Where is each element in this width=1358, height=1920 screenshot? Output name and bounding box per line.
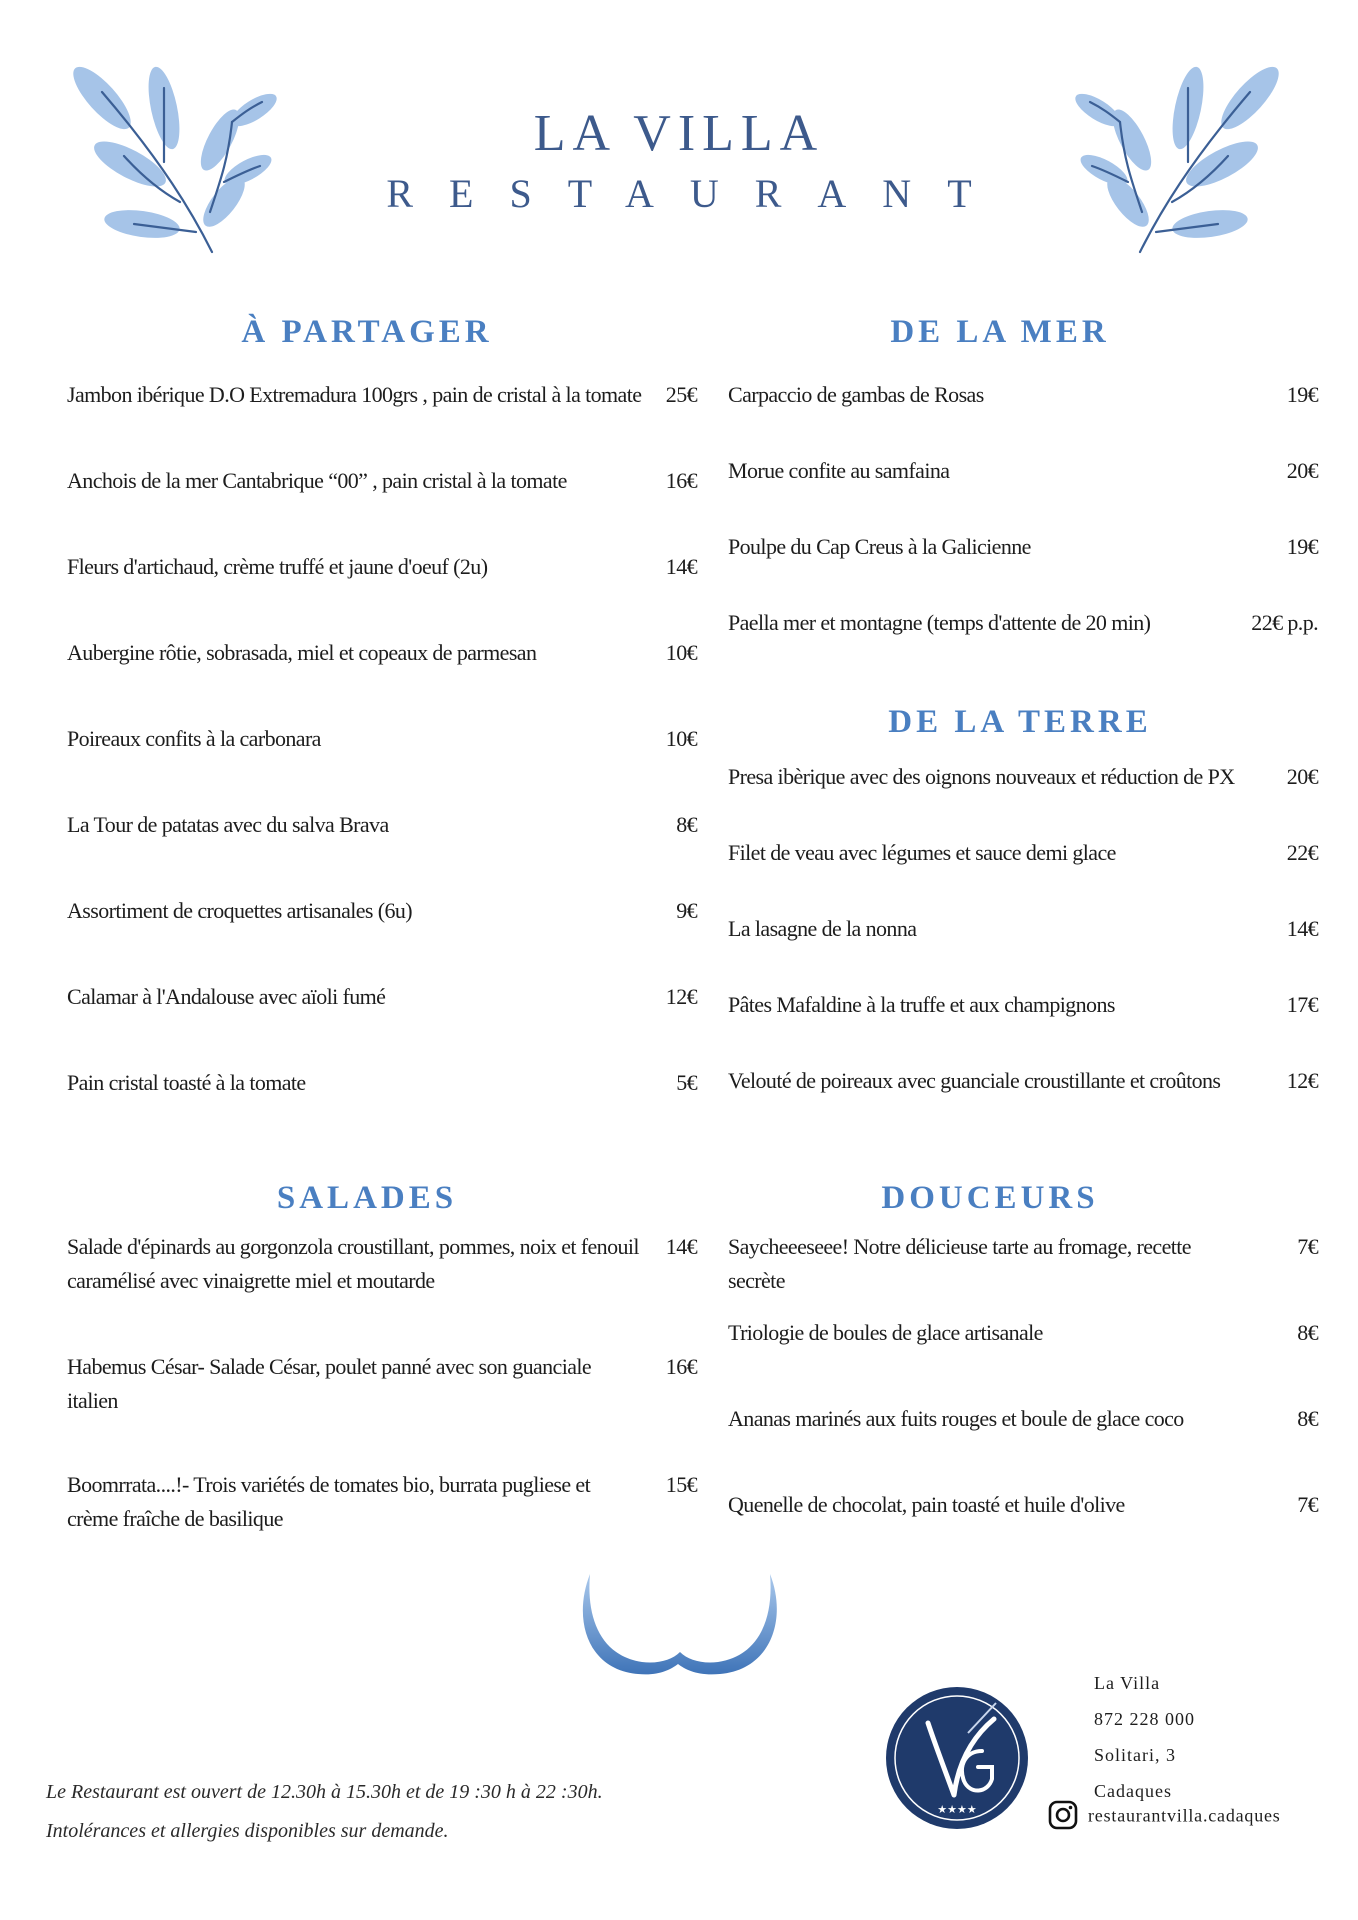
menu-item-price: 17€ [1286, 992, 1318, 1017]
menu-item-price: 12€ [1286, 1068, 1318, 1093]
instagram-icon [1048, 1800, 1078, 1835]
menu-item [728, 1064, 1318, 1098]
menu-item-price: 19€ [1286, 382, 1318, 407]
footer-note [46, 1773, 603, 1851]
menu-item-name: Quenelle de chocolat, pain toasté et huile d'olive [728, 1492, 1125, 1517]
menu-item-price: 7€ [1297, 1492, 1318, 1517]
menu-item-price: 7€ [1297, 1234, 1318, 1259]
menu-item [67, 980, 697, 1014]
menu-item [67, 722, 697, 756]
menu-item-price: 20€ [1286, 764, 1318, 789]
menu-item-price: 20€ [1286, 458, 1318, 483]
menu-item-name: La lasagne de la nonna [728, 916, 917, 941]
menu-item [728, 912, 1318, 946]
menu-item [67, 464, 697, 498]
menu-item-price: 14€ [665, 554, 697, 579]
menu-item-name: Ananas marinés aux fuits rouges et boule de glace coco [728, 1406, 1184, 1431]
menu-item [728, 606, 1318, 640]
restaurant-logo [884, 1685, 1030, 1831]
menu-item-name: Velouté de poireaux avec guanciale croustillante et croûtons [728, 1068, 1221, 1093]
menu-item-name: Boomrrata....!- Trois variétés de tomates bio, burrata pugliese et crème fraîche de basilique [67, 1472, 591, 1532]
restaurant-subtitle: RESTAURANT [386, 171, 1008, 216]
menu-item-price: 9€ [676, 898, 697, 923]
menu-item-price: 19€ [1286, 534, 1318, 559]
menu-item-price: 25€ [665, 382, 697, 407]
menu-item [67, 894, 697, 928]
menu-item-name: Paella mer et montagne (temps d'attente de 20 min) [728, 610, 1151, 635]
menu-item-name: Anchois de la mer Cantabrique “00” , pain cristal à la tomate [67, 468, 567, 493]
menu-item-name: Fleurs d'artichaud, crème truffé et jaune d'oeuf (2u) [67, 554, 488, 579]
contact-name: La Villa [1094, 1673, 1161, 1693]
section-title-terre: DE LA TERRE [888, 704, 1152, 740]
menu-item [728, 454, 1318, 488]
menu-item-name: Habemus César- Salade César, poulet panné avec son guanciale italien [67, 1354, 592, 1414]
menu-item-price: 8€ [1297, 1320, 1318, 1345]
menu-item-name: Assortiment de croquettes artisanales (6u) [67, 898, 413, 923]
menu-item [728, 530, 1318, 564]
menu-item [728, 1230, 1318, 1298]
menu-item [728, 1316, 1318, 1350]
allergies-note: Intolérances et allergies disponibles sur demande. [46, 1820, 449, 1842]
menu-item [67, 1350, 697, 1418]
contact-street: Solitari, 3 [1094, 1745, 1176, 1765]
menu-item-price: 16€ [665, 1354, 697, 1379]
menu-item [67, 1230, 697, 1298]
menu-item [728, 836, 1318, 870]
menu-item-name: Saycheeeseee! Notre délicieuse tarte au fromage, recette secrète [728, 1234, 1191, 1294]
menu-item-name: Filet de veau avec légumes et sauce demi glace [728, 840, 1116, 865]
menu-item [728, 988, 1318, 1022]
menu-item-price: 8€ [1297, 1406, 1318, 1431]
contact-phone: 872 228 000 [1094, 1709, 1195, 1729]
instagram-handle: restaurantvilla.cadaques [1088, 1805, 1281, 1826]
section-title-mer: DE LA MER [890, 314, 1110, 350]
menu-item [67, 1066, 697, 1100]
menu-item-price: 12€ [665, 984, 697, 1009]
menu-item-name: La Tour de patatas avec du salva Brava [67, 812, 389, 837]
menu-item [67, 808, 697, 842]
menu-item [728, 1402, 1318, 1436]
menu-item-price: 14€ [1286, 916, 1318, 941]
opening-hours: Le Restaurant est ouvert de 12.30h à 15.30h et de 19 :30 h à 22 :30h. [46, 1781, 603, 1803]
section-title-douceurs: DOUCEURS [881, 1180, 1099, 1216]
section-title-salades: SALADES [276, 1180, 458, 1216]
menu-item-name: Pâtes Mafaldine à la truffe et aux champignons [728, 992, 1115, 1017]
menu-item-name: Poulpe du Cap Creus à la Galicienne [728, 534, 1031, 559]
instagram-link[interactable] [1048, 1800, 1281, 1835]
menu-item-price: 5€ [676, 1070, 697, 1095]
section-title-partager: À PARTAGER [241, 314, 493, 350]
menu-item-price: 16€ [665, 468, 697, 493]
menu-item [67, 550, 697, 584]
logo-stars: ★★★★ [937, 1803, 977, 1816]
menu-item [728, 1488, 1318, 1522]
contact-block [1094, 1665, 1195, 1809]
menu-item-price: 22€ p.p. [1251, 610, 1318, 635]
mustache-ornament-decoration [578, 1570, 782, 1690]
menu-item [67, 636, 697, 670]
menu-item-name: Triologie de boules de glace artisanale [728, 1320, 1043, 1345]
menu-item-name: Morue confite au samfaina [728, 458, 950, 483]
restaurant-name: LA VILLA [533, 105, 825, 162]
menu-item-price: 10€ [665, 640, 697, 665]
menu-item-price: 14€ [665, 1234, 697, 1259]
menu-item-name: Aubergine rôtie, sobrasada, miel et copeaux de parmesan [67, 640, 537, 665]
menu-item-price: 22€ [1286, 840, 1318, 865]
menu-item-name: Carpaccio de gambas de Rosas [728, 382, 984, 407]
menu-item [67, 1468, 697, 1536]
menu-item [728, 378, 1318, 412]
menu-item [728, 760, 1318, 794]
menu-item-price: 8€ [676, 812, 697, 837]
menu-item-name: Poireaux confits à la carbonara [67, 726, 321, 751]
menu-item-name: Pain cristal toasté à la tomate [67, 1070, 306, 1095]
menu-item-price: 10€ [665, 726, 697, 751]
menu-item-name: Presa ibèrique avec des oignons nouveaux et réduction de PX [728, 764, 1235, 789]
contact-town: Cadaques [1094, 1781, 1172, 1801]
menu-item [67, 378, 697, 412]
menu-item-name: Salade d'épinards au gorgonzola croustillant, pommes, noix et fenouil caramélisé avec vinaigrette miel et moutarde [67, 1234, 639, 1294]
menu-item-name: Calamar à l'Andalouse avec aïoli fumé [67, 984, 386, 1009]
menu-item-name: Jambon ibérique D.O Extremadura 100grs , pain de cristal à la tomate [67, 382, 642, 407]
menu-item-price: 15€ [665, 1472, 697, 1497]
